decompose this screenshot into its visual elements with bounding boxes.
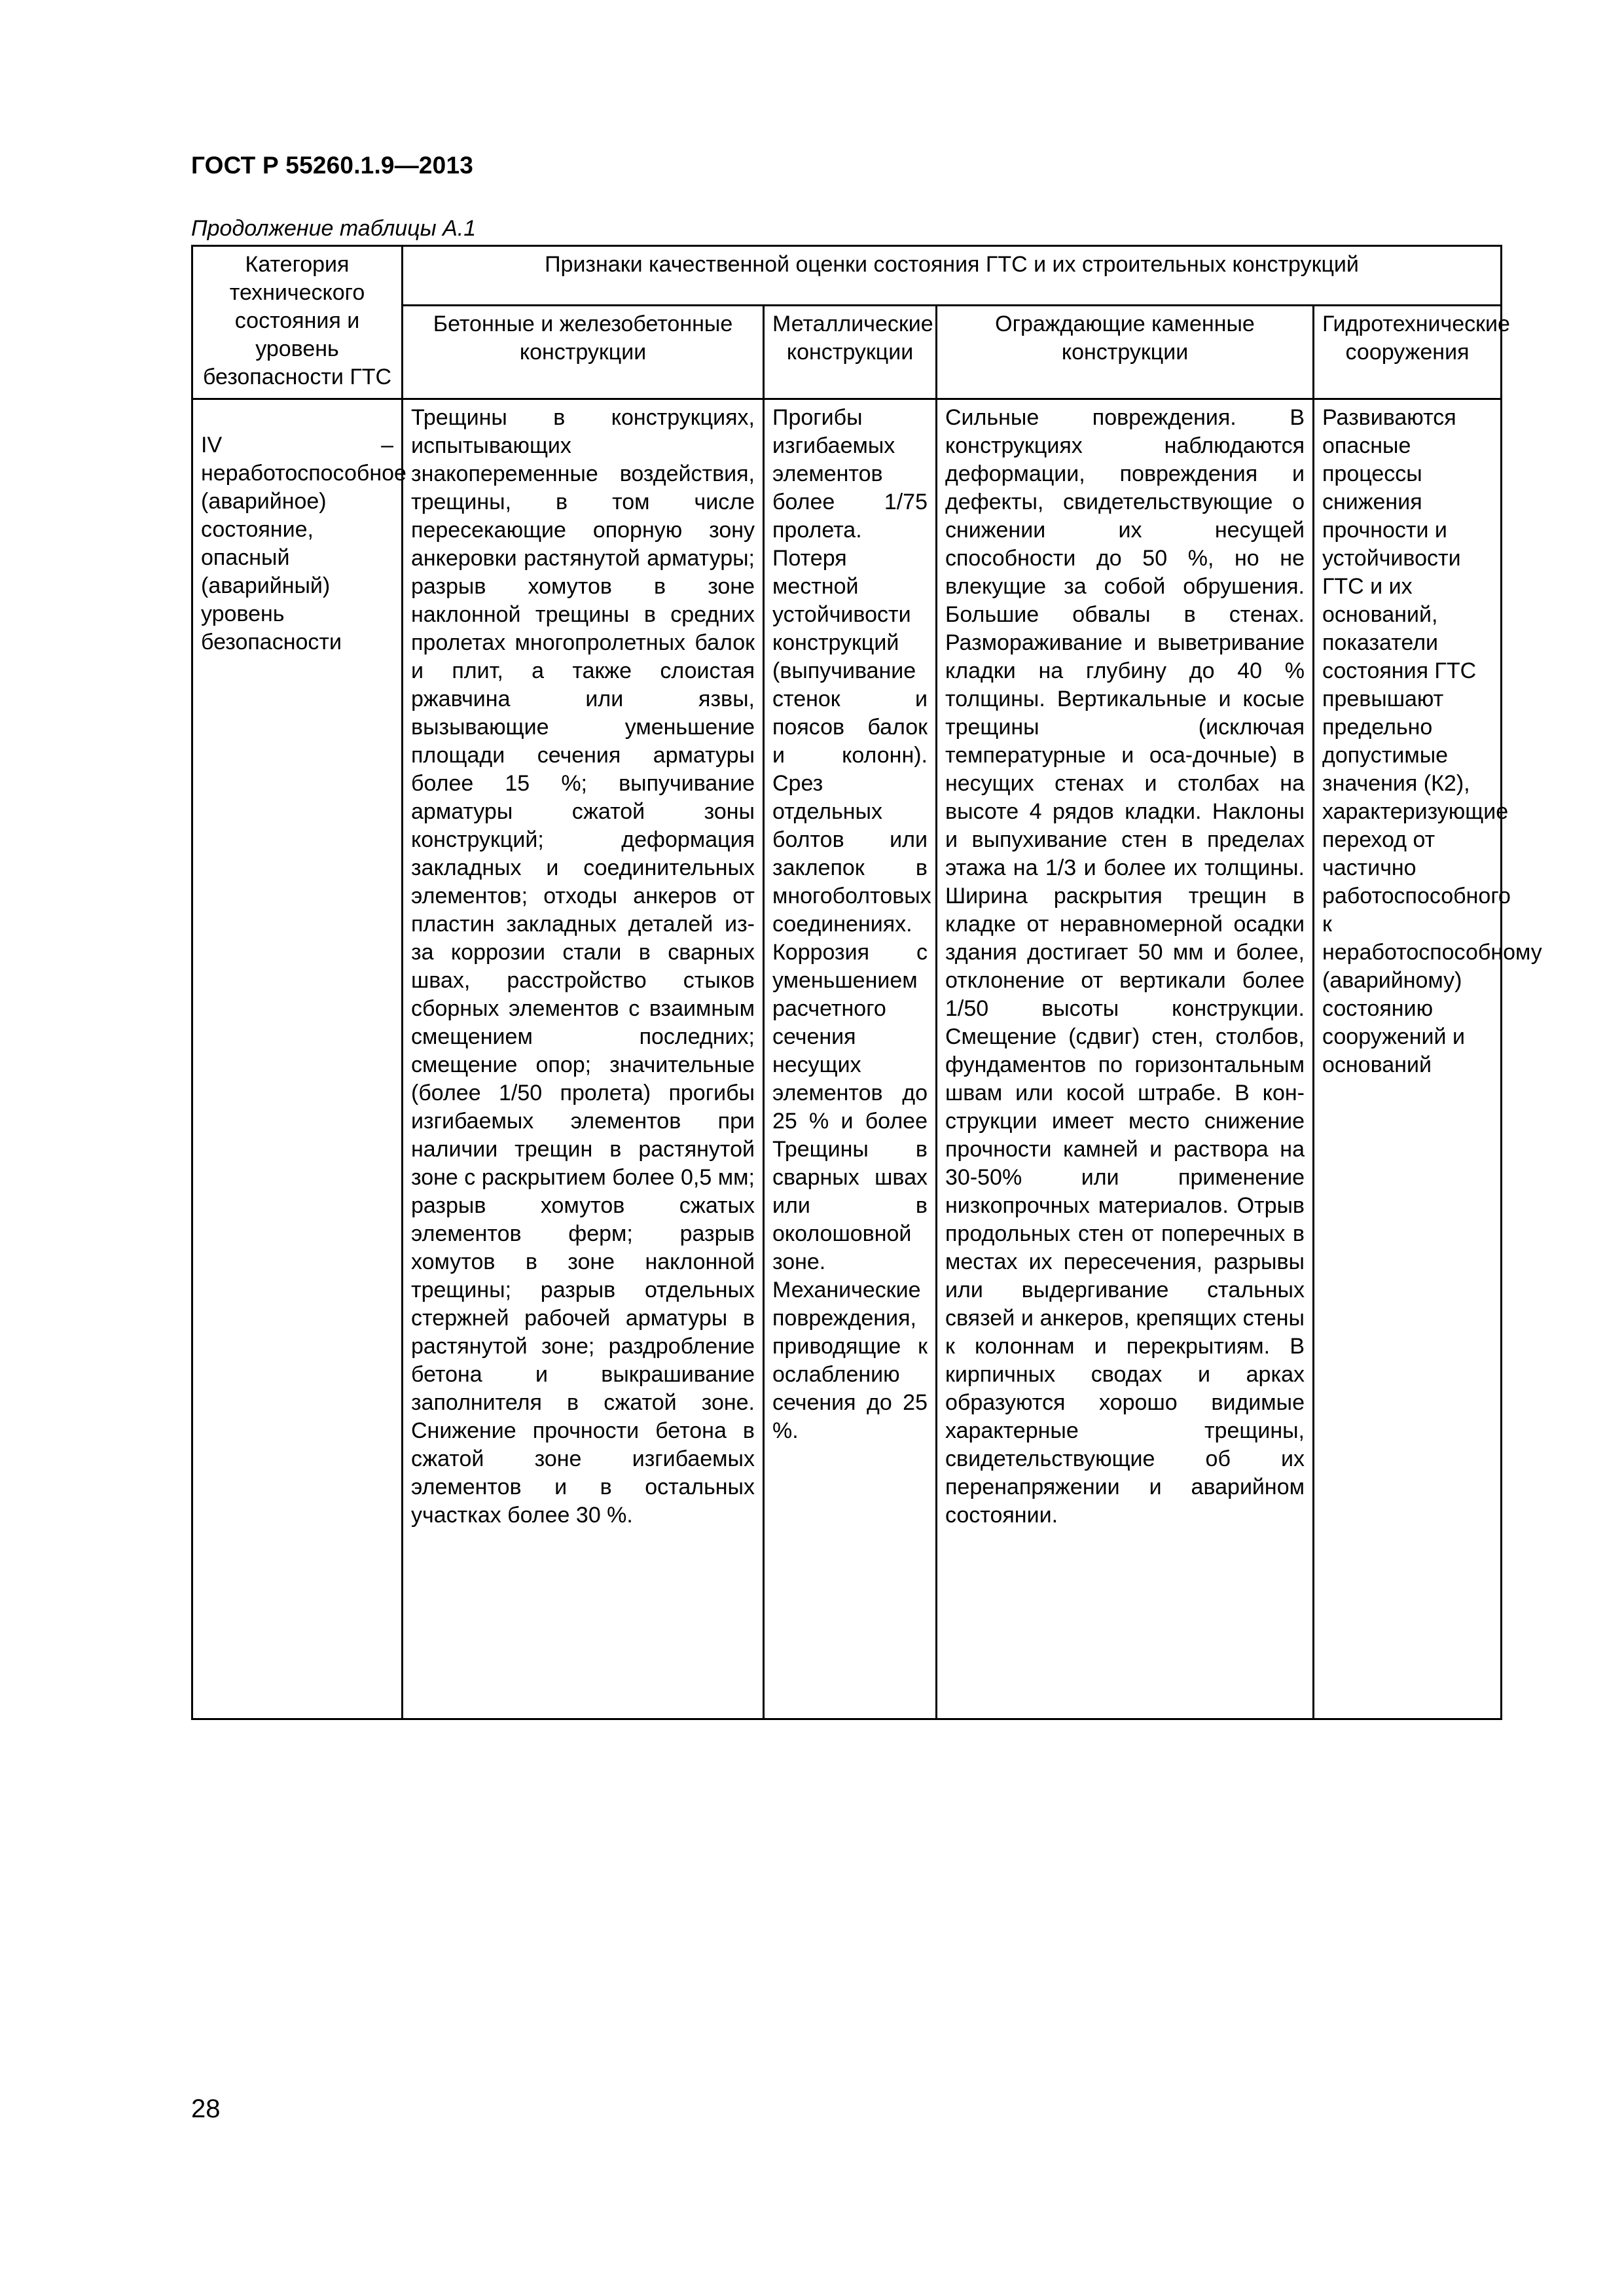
document-code: ГОСТ Р 55260.1.9—2013 — [191, 152, 474, 179]
table-caption: Продолжение таблицы А.1 — [191, 216, 477, 241]
header-stone: Ограждающие каменные конструкции — [937, 306, 1314, 399]
header-category: Категория технического состояния и уровень безопасности ГТС — [192, 246, 403, 399]
cell-hydro: Развиваются опасные процессы снижения прочности и устойчивости ГТС и их оснований, показатели состояния ГТС превышают предельно допустимые значения (К2), характеризующие переход от частично работоспособного к неработоспособному (аварийному) состоянию сооружений и оснований — [1314, 399, 1502, 1719]
page-number: 28 — [191, 2094, 221, 2123]
cell-stone: Сильные повреждения. В конструкциях наблюдаются деформации, повреждения и дефекты, свидетельствующие о снижении их несущей способности до 50 %, но не влекущие за собой обрушения. Большие обвалы в стенах. Размораживание и выветривание кладки на глубину до 40 % толщины. Вертикальные и косые трещины (исключая температурные и оса-дочные) в несущих стенах и столбах на высоте 4 рядов кладки. Наклоны и выпухивание стен в пределах этажа на 1/3 и более их толщины. Ширина раскрытия трещин в кладке от неравномерной осадки здания достигает 50 мм и более, отклонение от вертикали более 1/50 высоты конструкции. Смещение (сдвиг) стен, столбов, фундаментов по горизонтальным швам или косой штрабе. В кон-струкции имеет место снижение прочности камней и раствора на 30-50% или применение низкопрочных материалов. Отрыв продольных стен от поперечных в местах их пересечения, разрывы или выдергивание стальных связей и анкеров, крепящих стены к колоннам и перекрытиям. В кирпичных сводах и арках образуются хорошо видимые характерные трещины, свидетельствующие об их перенапряжении и аварийном состоянии. — [937, 399, 1314, 1719]
header-hydro: Гидротехнические сооружения — [1314, 306, 1502, 399]
header-concrete: Бетонные и железобетонные конструкции — [403, 306, 764, 399]
header-group: Признаки качественной оценки состояния ГТС и их строительных конструкций — [403, 246, 1502, 306]
cell-metal: Прогибы изгибаемых элементов более 1/75 пролета. Потеря местной устойчивости конструкций (выпучивание стенок и поясов балок и колонн). Срез отдельных болтов или заклепок в многоболтовых соединениях. Коррозия с уменьшением расчетного сечения несущих элементов до 25 % и более Трещины в сварных швах или в околошовной зоне. Механические повреждения, приводящие к ослаблению сечения до 25 %. — [764, 399, 937, 1719]
cell-concrete: Трещины в конструкциях, испытывающих знакопеременные воздействия, трещины, в том числе пересекающие опорную зону анкеровки растянутой арматуры; разрыв хомутов в зоне наклонной трещины в средних пролетах многопролетных балок и плит, а также слоистая ржавчина или язвы, вызывающие уменьшение площади сечения арматуры более 15 %; выпучивание арматуры сжатой зоны конструкций; деформация закладных и соединительных элементов; отходы анкеров от пластин закладных деталей из-за коррозии стали в сварных швах, расстройство стыков сборных элементов с взаимным смещением последних; смещение опор; значительные (более 1/50 пролета) прогибы изгибаемых элементов при наличии трещин в растянутой зоне с раскрытием более 0,5 мм; разрыв хомутов сжатых элементов ферм; разрыв хомутов в зоне наклонной трещины; разрыв отдельных стержней рабочей арматуры в растянутой зоне; раздробление бетона и выкрашивание заполнителя в сжатой зоне. Снижение прочности бетона в сжатой зоне изгибаемых элементов и в остальных участках более 30 %. — [403, 399, 764, 1719]
header-metal: Металлические конструкции — [764, 306, 937, 399]
table-header-row — [192, 246, 1502, 306]
table-row — [192, 399, 1502, 1719]
cell-category: IV – неработоспособное (аварийное) состояние, опасный (аварийный) уровень безопасности — [192, 399, 403, 1719]
assessment-table — [191, 245, 1542, 1720]
